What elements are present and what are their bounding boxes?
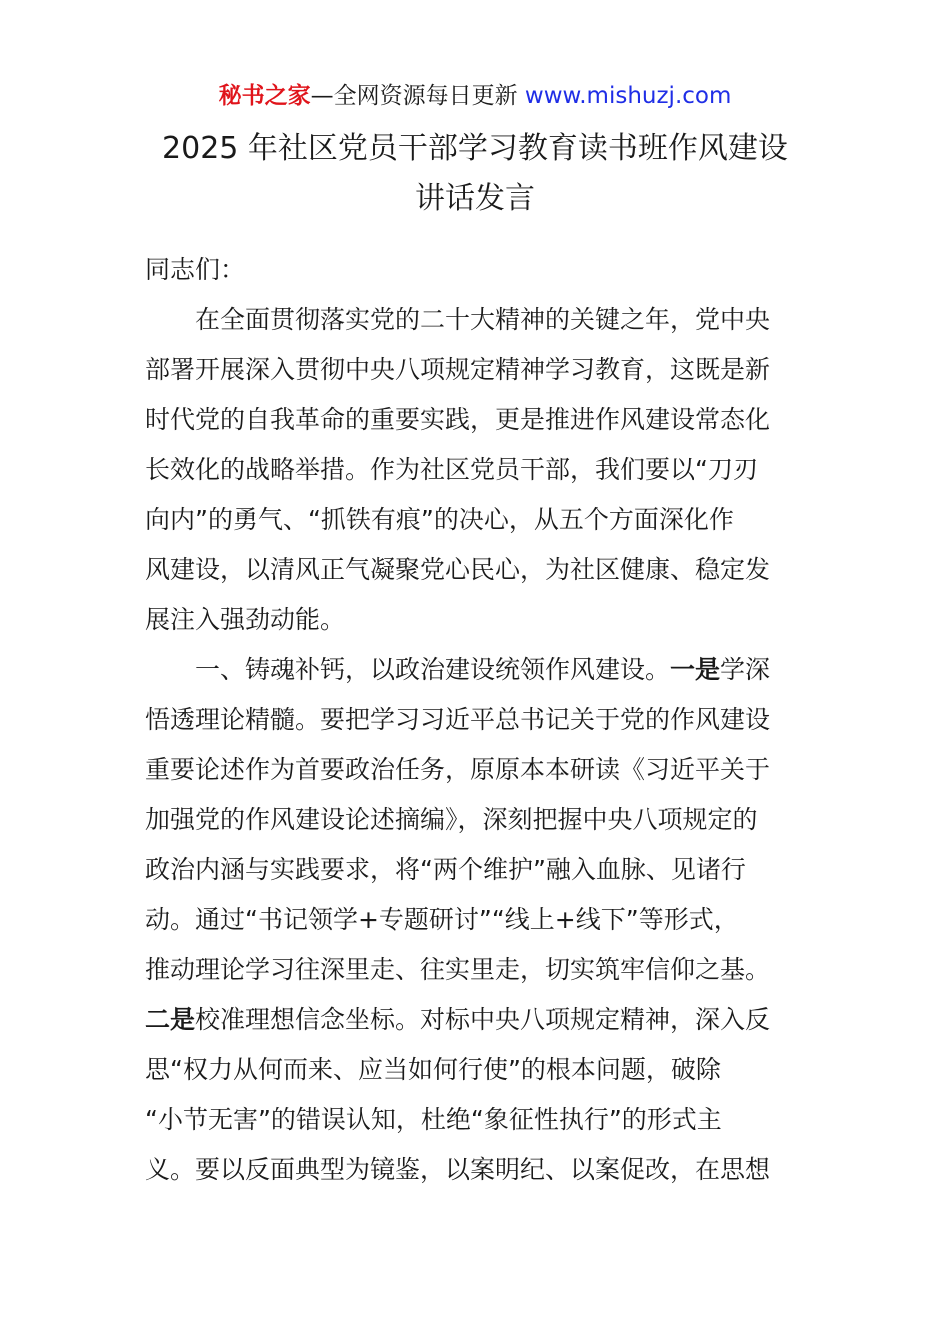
body-line: 时代党的自我革命的重要实践，更是推进作风建设常态化 — [145, 405, 771, 434]
point-marker: 一是 — [670, 655, 721, 684]
title-line-1: 2025 年社区党员干部学习教育读书班作风建设 — [162, 131, 788, 166]
salutation: 同志们： — [145, 255, 246, 284]
body-line: 展注入强劲动能。 — [145, 605, 346, 634]
body-line: 思“权力从何而来、应当如何行使”的根本问题，破除 — [145, 1055, 721, 1084]
body-line: 部署开展深入贯彻中央八项规定精神学习教育，这既是新 — [145, 355, 771, 384]
body-line: 长效化的战略举措。作为社区党员干部，我们要以“刀刃 — [145, 455, 758, 484]
point-line — [145, 995, 807, 1045]
body-line: 向内”的勇气、“抓铁有痕”的决心，从五个方面深化作 — [145, 505, 734, 534]
body-line: 在全面贯彻落实党的二十大精神的关键之年，党中央 — [195, 305, 771, 334]
body-line: 重要论述作为首要政治任务，原原本本研读《习近平关于 — [145, 755, 771, 784]
body-line: 风建设，以清风正气凝聚党心民心，为社区健康、稳定发 — [145, 555, 771, 584]
section-heading: 一、铸魂补钙，以政治建设统领作风建设。 — [195, 655, 671, 684]
header-tagline: —全网资源每日更新 — [310, 83, 525, 109]
body-line: 动。通过“书记领学+专题研讨”“线上+线下”等形式， — [145, 905, 739, 934]
body-line: 政治内涵与实践要求，将“两个维护”融入血脉、见诸行 — [145, 855, 746, 884]
section-heading-line — [145, 645, 807, 695]
body-line: 悟透理论精髓。要把学习习近平总书记关于党的作风建设 — [145, 705, 771, 734]
brand-name: 秘书之家 — [218, 83, 311, 109]
site-header — [0, 80, 950, 112]
document-body — [145, 245, 807, 1195]
body-line: 加强党的作风建设论述摘编》，深刻把握中央八项规定的 — [145, 805, 758, 834]
body-line: 义。要以反面典型为镜鉴，以案明纪、以案促改，在思想 — [145, 1155, 771, 1184]
body-text-fragment: 学深 — [720, 655, 771, 684]
body-line: “小节无害”的错误认知，杜绝“象征性执行”的形式主 — [145, 1105, 722, 1134]
body-line: 推动理论学习往深里走、往实里走，切实筑牢信仰之基。 — [145, 955, 771, 984]
document-title — [60, 124, 890, 224]
point-marker: 二是 — [145, 1005, 196, 1034]
body-text-fragment: 校准理想信念坐标。对标中央八项规定精神，深入反 — [195, 1005, 771, 1034]
site-url-link[interactable]: www.mishuzj.com — [524, 83, 732, 109]
title-line-2: 讲话发言 — [415, 181, 535, 216]
